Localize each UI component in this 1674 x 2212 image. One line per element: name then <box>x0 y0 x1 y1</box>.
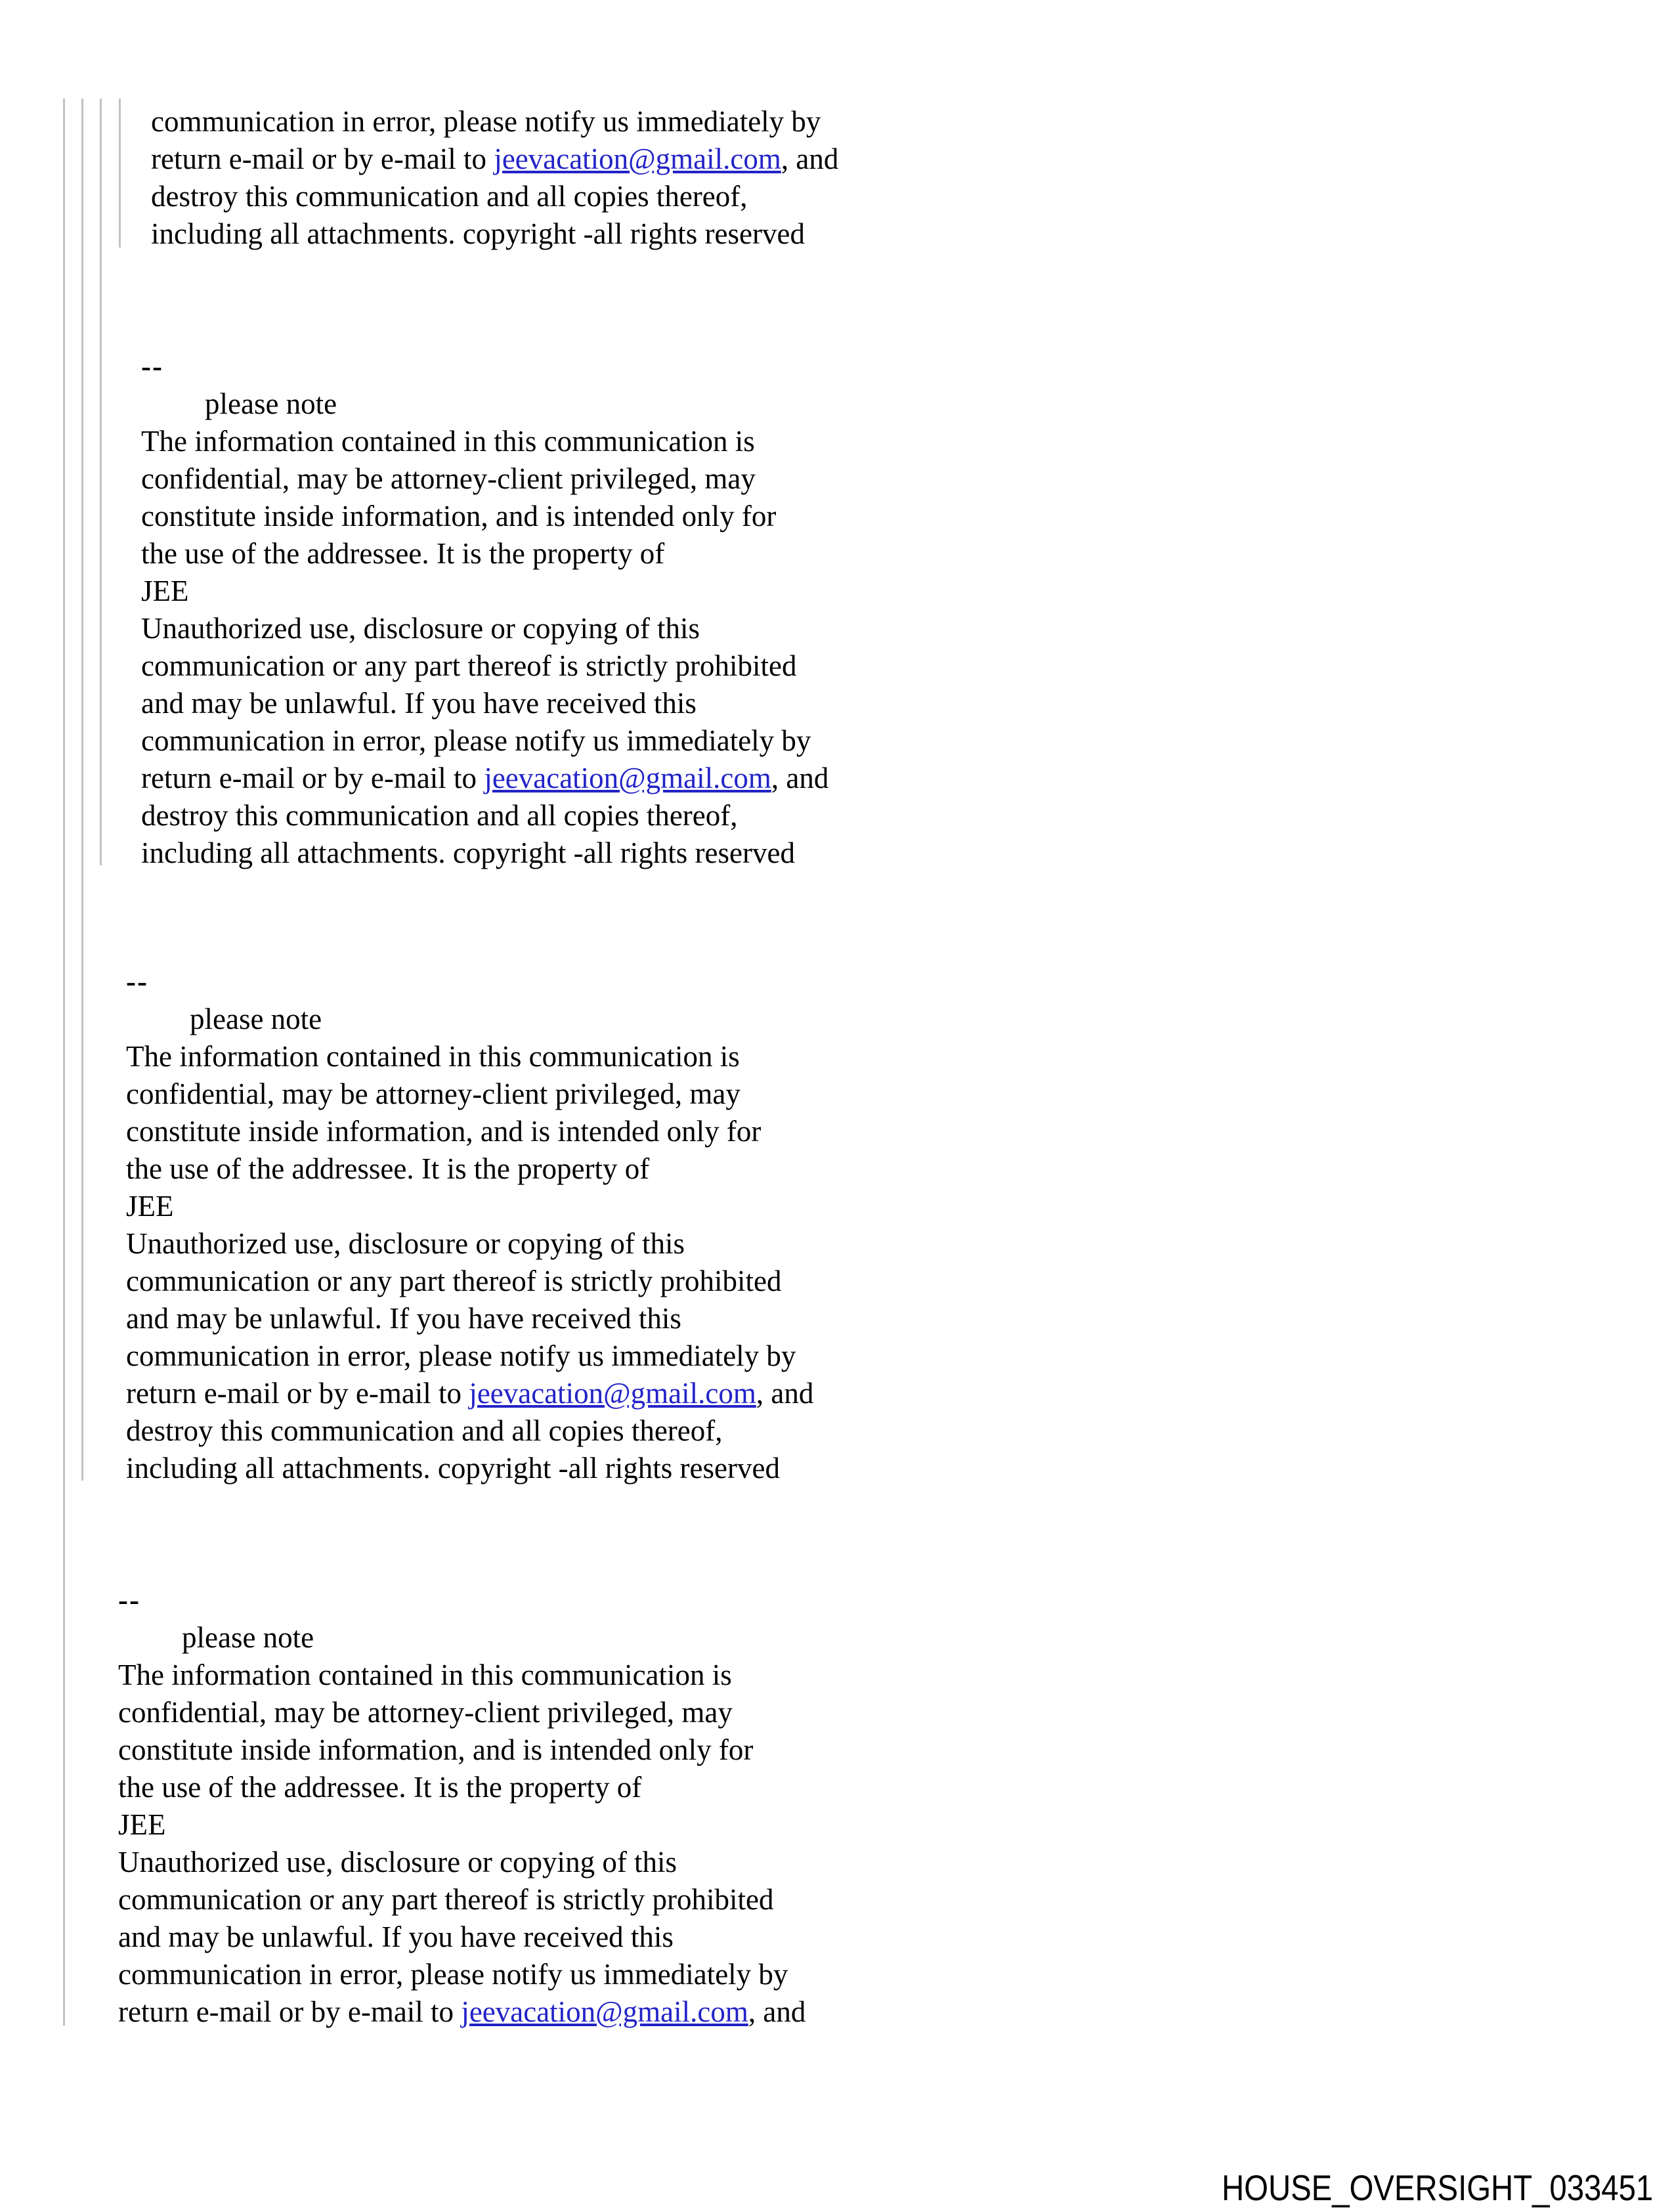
disclaimer-line: destroy this communication and all copies thereof, <box>151 180 748 213</box>
quoted-disclaimer-partial-bottom <box>118 1582 805 2031</box>
disclaimer-line: confidential, may be attorney-client privileged, may <box>118 1696 733 1729</box>
disclaimer-line: constitute inside information, and is intended only for <box>141 500 777 532</box>
link-line-post: , and <box>771 762 829 794</box>
disclaimer-line: the use of the addressee. It is the property of <box>126 1152 650 1185</box>
disclaimer-link-line <box>118 1993 805 2031</box>
disclaimer-line: communication or any part thereof is strictly prohibited <box>141 649 797 682</box>
quoted-disclaimer-partial-top <box>151 103 838 253</box>
disclaimer-line: The information contained in this communication is <box>126 1040 740 1073</box>
bates-number: HOUSE_OVERSIGHT_033451 <box>1221 2167 1653 2208</box>
disclaimer-line: The information contained in this communication is <box>141 425 755 458</box>
quote-bar-depth-4 <box>119 98 121 248</box>
disclaimer-line: confidential, may be attorney-client privileged, may <box>126 1077 740 1110</box>
please-note-line: please note <box>205 387 337 420</box>
disclaimer-link-line <box>126 1375 813 1412</box>
disclaimer-link-line <box>141 760 828 797</box>
email-link[interactable]: jeevacation@gmail.com <box>484 762 771 794</box>
disclaimer-line: the use of the addressee. It is the property of <box>118 1771 642 1804</box>
disclaimer-line: and may be unlawful. If you have received this <box>118 1920 674 1953</box>
disclaimer-line: destroy this communication and all copies thereof, <box>141 799 738 832</box>
disclaimer-line: constitute inside information, and is intended only for <box>126 1115 762 1148</box>
disclaimer-line: and may be unlawful. If you have received this <box>141 687 697 720</box>
disclaimer-line: communication in error, please notify us immediately by <box>118 1958 788 1991</box>
quoted-disclaimer-block-2 <box>126 963 813 1487</box>
disclaimer-line: JEE <box>141 575 189 607</box>
email-link[interactable]: jeevacation@gmail.com <box>494 142 781 175</box>
link-line-pre: return e-mail or by e-mail to <box>151 142 494 175</box>
quoted-disclaimer-block-1 <box>141 348 828 872</box>
disclaimer-line: JEE <box>126 1190 174 1223</box>
disclaimer-line: The information contained in this communication is <box>118 1659 732 1691</box>
link-line-pre: return e-mail or by e-mail to <box>118 1995 461 2028</box>
disclaimer-line: communication in error, please notify us immediately by <box>141 724 811 757</box>
disclaimer-line: Unauthorized use, disclosure or copying of this <box>141 612 700 645</box>
link-line-post: , and <box>781 142 839 175</box>
disclaimer-line: destroy this communication and all copies thereof, <box>126 1414 723 1447</box>
email-link[interactable]: jeevacation@gmail.com <box>461 1995 748 2028</box>
disclaimer-line: including all attachments. copyright -all rights reserved <box>141 836 795 869</box>
quote-bar-depth-2 <box>81 98 83 1481</box>
disclaimer-line: including all attachments. copyright -all rights reserved <box>126 1452 780 1485</box>
signature-separator: -- <box>118 1584 140 1616</box>
disclaimer-line: constitute inside information, and is intended only for <box>118 1733 754 1766</box>
link-line-post: , and <box>756 1377 814 1410</box>
email-link[interactable]: jeevacation@gmail.com <box>469 1377 756 1410</box>
please-note-line: please note <box>190 1003 322 1035</box>
signature-separator: -- <box>126 965 148 998</box>
link-line-pre: return e-mail or by e-mail to <box>126 1377 469 1410</box>
disclaimer-line: including all attachments. copyright -all rights reserved <box>151 217 805 250</box>
disclaimer-line: and may be unlawful. If you have received this <box>126 1302 681 1335</box>
link-line-post: , and <box>748 1995 806 2028</box>
signature-separator: -- <box>141 350 163 383</box>
please-note-line: please note <box>182 1621 314 1654</box>
disclaimer-line: Unauthorized use, disclosure or copying of this <box>118 1846 677 1878</box>
quote-bar-depth-1 <box>63 98 65 2026</box>
quote-bar-depth-3 <box>100 98 102 865</box>
link-line-pre: return e-mail or by e-mail to <box>141 762 484 794</box>
disclaimer-line: communication in error, please notify us immediately by <box>126 1339 796 1372</box>
disclaimer-line: JEE <box>118 1808 166 1841</box>
disclaimer-line: communication or any part thereof is strictly prohibited <box>118 1883 774 1916</box>
disclaimer-line: the use of the addressee. It is the property of <box>141 537 665 570</box>
disclaimer-link-line <box>151 141 838 178</box>
disclaimer-line: confidential, may be attorney-client privileged, may <box>141 462 756 495</box>
disclaimer-line: communication in error, please notify us immediately by <box>151 105 821 138</box>
disclaimer-line: Unauthorized use, disclosure or copying of this <box>126 1227 685 1260</box>
disclaimer-line: communication or any part thereof is strictly prohibited <box>126 1265 782 1297</box>
